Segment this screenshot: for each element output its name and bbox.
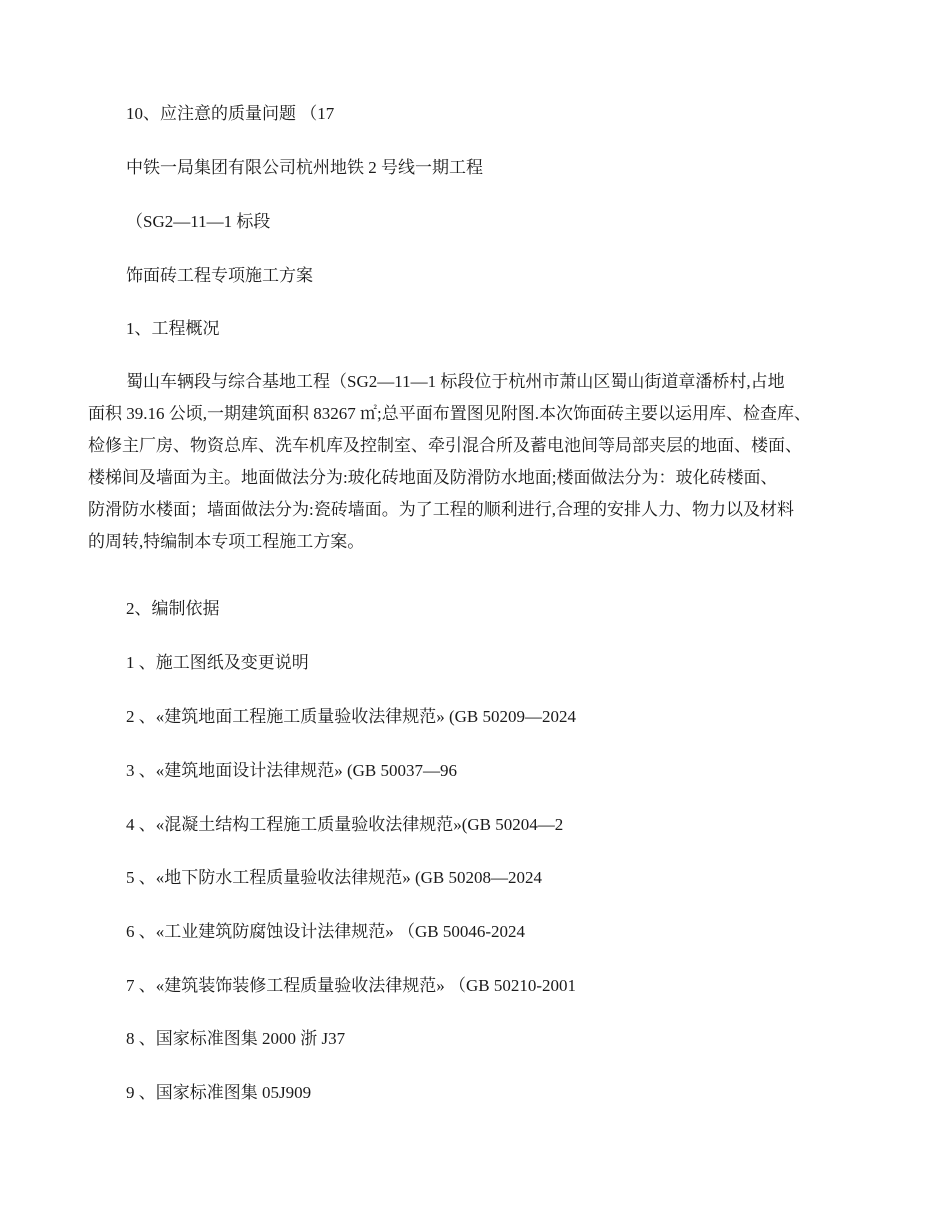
heading-compilation-basis: 2、编制依据 (126, 599, 220, 618)
company-project-name: 中铁一局集团有限公司杭州地铁 2 号线一期工程 (126, 158, 483, 177)
heading-project-overview: 1、工程概况 (126, 319, 220, 338)
paragraph-line: 防滑防水楼面；墙面做法分为:瓷砖墙面。为了工程的顺利进行,合理的安排人力、物力以及材料 (88, 500, 794, 519)
paragraph-line: 面积 39.16 公顷,一期建筑面积 83267 ㎡;总平面布置图见附图.本次饰面砖主要以运用库、检查库、 (88, 404, 811, 423)
basis-item: 9 、国家标准图集 05J909 (126, 1083, 312, 1102)
basis-item: 2 、«建筑地面工程施工质量验收法律规范» (GB 50209—2024 (126, 707, 577, 726)
paragraph-line: 蜀山车辆段与综合基地工程（SG2—11—1 标段位于杭州市萧山区蜀山街道章潘桥村,占地 (126, 372, 785, 391)
basis-item: 3 、«建筑地面设计法律规范» (GB 50037—96 (126, 761, 458, 780)
section-code: （SG2—11—1 标段 (126, 212, 271, 231)
paragraph-line: 检修主厂房、物资总库、洗车机库及控制室、牵引混合所及蓄电池间等局部夹层的地面、楼面、 (88, 436, 802, 455)
overview-paragraph (88, 366, 878, 558)
toc-item-quality-issues: 10、应注意的质量问题 （17 (126, 104, 335, 123)
basis-item: 1 、施工图纸及变更说明 (126, 653, 309, 672)
paragraph-line: 楼梯间及墙面为主。地面做法分为:玻化砖地面及防滑防水地面;楼面做法分为：玻化砖楼面、 (88, 468, 778, 487)
basis-item: 8 、国家标准图集 2000 浙 J37 (126, 1029, 346, 1048)
basis-item: 4 、«混凝土结构工程施工质量验收法律规范»(GB 50204—2 (126, 815, 564, 834)
basis-item: 6 、«工业建筑防腐蚀设计法律规范» （GB 50046-2024 (126, 922, 526, 941)
document-title: 饰面砖工程专项施工方案 (126, 266, 313, 285)
basis-item: 7 、«建筑装饰装修工程质量验收法律规范» （GB 50210-2001 (126, 976, 577, 995)
paragraph-line: 的周转,特编制本专项工程施工方案。 (88, 532, 365, 551)
basis-item: 5 、«地下防水工程质量验收法律规范» (GB 50208—2024 (126, 868, 543, 887)
